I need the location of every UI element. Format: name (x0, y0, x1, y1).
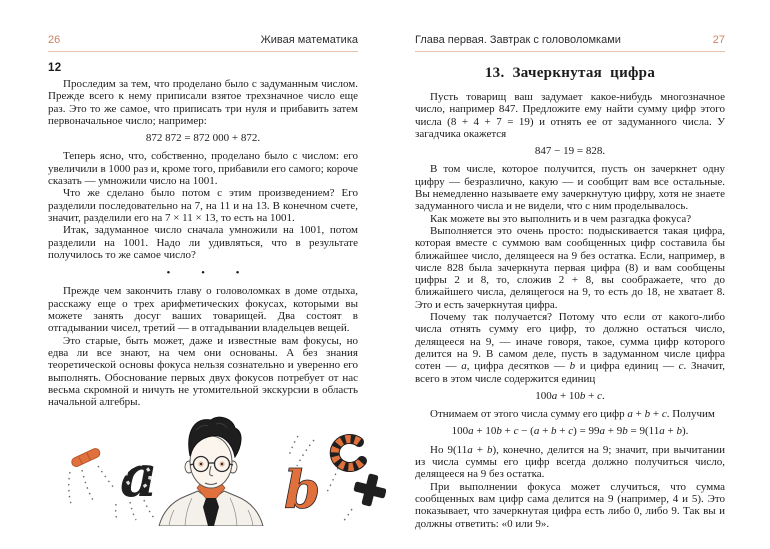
paragraph: Пусть товарищ ваш задумает какое-нибудь многозначное число, например 847. Предложите ему найти сумму цифр этого числа (8 + 4 + 7 = 19) и отнять ее от задуманного числа. У загадчика окажется (415, 91, 725, 140)
chalk-stick-icon (70, 448, 101, 469)
paragraph: Прежде чем закончить главу о головоломках в доме отдыха, расскажу еще о трех арифметических фокусах, которыми вы можете занять досуг ваших товарищей. Два состоят в отгадывании чисел, третий — в отгадывании владельцев вещей. (48, 285, 358, 335)
paragraph: Что же сделано было потом с этим произведением? Его разделили последовательно на 7, на 11 и на 13. В конечном счете, значит, разделили его на 7 × 11 × 13, то есть на 1001. (48, 187, 358, 224)
paragraph: Отнимаем от этого числа сумму его цифр a + b + c. Получим (430, 408, 715, 421)
paragraph: Почему так получается? Потому что если от какого-либо числа отнять сумму его цифр, то должно остаться число, делящееся на 9, — иначе говоря, такое, сумма цифр которого делится на 9. В самом деле, пусть в задуманном числе цифра сотен — a, цифра десятков — b и цифра единиц — c. Значит, всего в этом числе содержится единиц (415, 311, 725, 385)
letter-a-symbol (120, 442, 158, 510)
illustration-man-with-algebra-symbols (46, 414, 386, 526)
right-page-header (415, 34, 725, 52)
formula: 100a + 10b + c. (535, 389, 605, 402)
right-page-number: 27 (712, 34, 725, 46)
paragraph: Итак, задуманное число сначала умножили на 1001, потом разделили на 1001. Надо ли удивляться, что в результате получилось то же самое число? (48, 224, 358, 261)
letter-b-symbol: b (284, 460, 321, 522)
paragraph: Проследим за тем, что проделано было с задуманным числом. Прежде всего к нему приписали взятое трехзначное число еще раз. Это то же самое, что приписать три нуля и прибавить затем первоначальное число; например: (48, 78, 358, 127)
paragraph: Это старые, быть может, даже и известные вам фокусы, но едва ли все знают, на чем они основаны. А без знания теоретической основы фокуса нельзя сознательно и уверенно его выполнять. Обоснование первых двух фокусов потребует от нас весьма скромной и ничуть не утомительной экскурсии в область начальной алгебры. (48, 334, 358, 409)
svg-text:a: a (120, 442, 158, 511)
portrait-of-man (159, 418, 263, 527)
section-title: 13. Зачеркнутая цифра (484, 65, 656, 81)
right-page (415, 34, 725, 530)
paragraph: При выполнении фокуса может случиться, что сумма сообщенных вам цифр сама делится на 9 (например, 4 и 5). Это показывает, что зачеркнутая цифра есть либо 0, либо 9. Так вы и должны ответить: «0 или 9». (415, 480, 725, 530)
left-page-header (48, 34, 358, 52)
formula: 872 872 = 872 000 + 872. (145, 132, 261, 145)
paragraph: Выполняется это очень просто: подыскивается такая цифра, которая вместе с суммою вам сообщенных цифр составила бы ближайшее число, делящееся на 9 без остатка. Если, например, в числе 828 была зачеркнута первая цифра (8) и вам сообщены цифры 2 и 8, то, сложив 2 + 8, вы соображаете, что до ближайшего числа, делящегося на 9, то есть до 18, не хватает 8. Это и есть зачеркнутая цифра. (415, 224, 725, 311)
right-running-head: Глава первая. Завтрак с головоломками (415, 34, 621, 46)
letter-c-symbol (335, 439, 362, 467)
section-number-label: 12 (48, 62, 62, 74)
formula: 847 − 19 = 828. (534, 145, 606, 158)
paragraph: В том числе, которое получится, пусть он зачеркнет одну цифру — безразлично, какую — и сообщит вам все остальные. Вы немедленно называете ему зачеркнутую цифру, хотя не знаете задуманного числа и не видели, что с ним проделывалось. (415, 163, 725, 213)
paragraph: Теперь ясно, что, собственно, проделано было с числом: его увеличили в 1000 раз и, кроме того, прибавили его самого; короче сказать — умножили число на 1001. (48, 150, 358, 188)
paragraph: Как можете вы это выполнить и в чем разгадка фокуса? (430, 212, 692, 225)
paragraph: Но 9(11a + b), конечно, делится на 9; значит, при вычитании из числа суммы его цифр всегда должно получиться число, делящееся на 9 без остатка. (415, 443, 725, 481)
left-page-number: 26 (48, 34, 61, 46)
section-separator-dots: • • • (166, 267, 254, 280)
right-page-body (415, 65, 725, 530)
plus-sign-symbol (351, 471, 386, 510)
formula: 100a + 10b + c − (a + b + c) = 99a + 9b = 9(11a + b). (451, 425, 689, 438)
left-running-head: Живая математика (260, 34, 358, 46)
left-page (48, 34, 358, 526)
left-page-body (48, 62, 358, 408)
